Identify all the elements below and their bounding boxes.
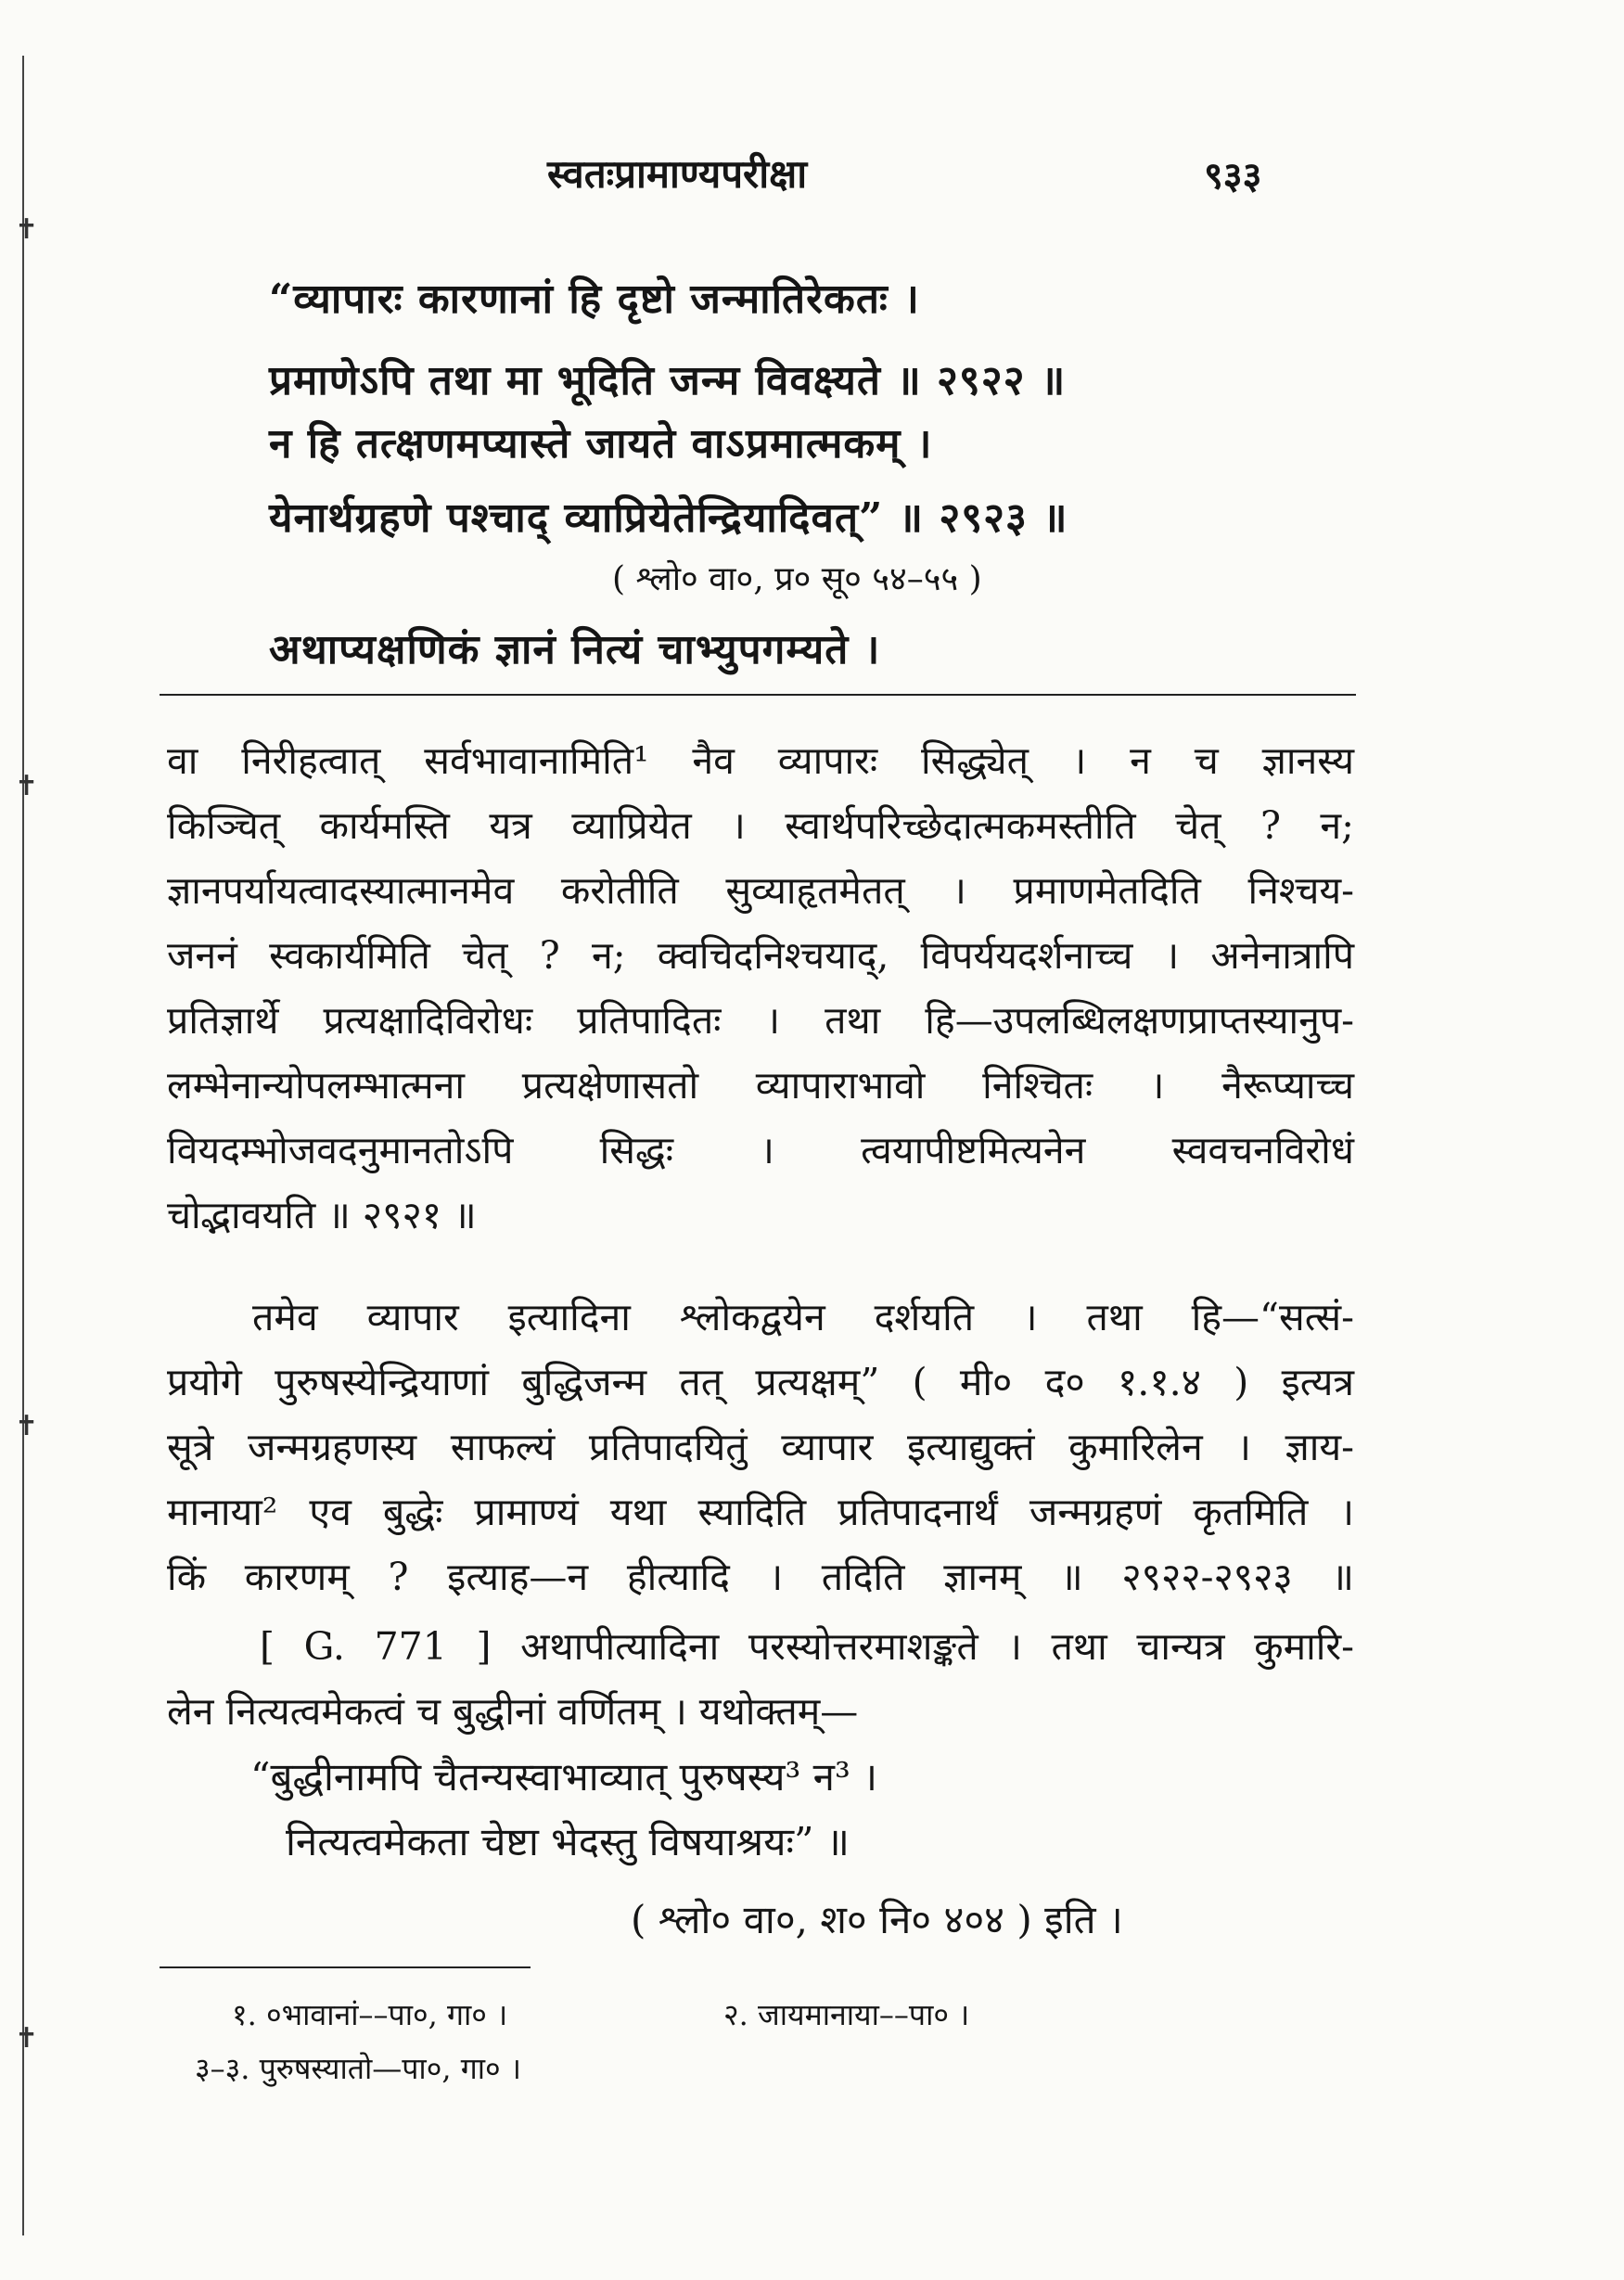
footnote-2: २. जायमानाया––पा० । — [723, 1997, 970, 2032]
verse-line-3: न हि तत्क्षणमप्यास्ते जायते वाऽप्रमात्मकम् । — [269, 420, 933, 468]
margin-mark-icon: ✝ — [15, 1410, 39, 1442]
commentary-line: किञ्चित् कार्यमस्ति यत्र व्याप्रियेत । स्वार्थपरिच्छेदात्मकमस्तीति चेत् ? न; — [167, 803, 1354, 848]
verse-line-5: अथाप्यक्षणिकं ज्ञानं नित्यं चाभ्युपगम्यते । — [269, 626, 881, 673]
verse-line-1: “व्यापारः कारणानां हि दृष्टो जन्मातिरेकतः । — [269, 275, 920, 323]
commentary-line: सूत्रे जन्मग्रहणस्य साफल्यं प्रतिपादयितुं व्यापार इत्याद्युक्तं कुमारिलेन । ज्ञाय- — [167, 1425, 1354, 1469]
page-number: ९३३ — [1204, 154, 1262, 198]
margin-mark-icon: ✝ — [15, 770, 39, 802]
commentary-line: किं कारणम् ? इत्याह—न हीत्यादि । तदिति ज्ञानम् ॥ २९२२-२९२३ ॥ — [167, 1555, 1354, 1599]
verse-divider-rule — [160, 694, 1356, 696]
running-header-title: स्वतःप्रामाण्यपरीक्षा — [547, 151, 808, 197]
commentary-line: मानाया² एव बुद्धेः प्रामाण्यं यथा स्यादिति प्रतिपादनार्थं जन्मग्रहणं कृतमिति । — [167, 1490, 1354, 1534]
commentary-line: [ G. 771 ] अथापीत्यादिना परस्योत्तरमाशङ्कते । तथा चान्यत्र कुमारि- — [260, 1624, 1354, 1669]
commentary-line: लेन नित्यत्वमेकत्वं च बुद्धीनां वर्णितम् । यथोक्तम्— — [167, 1689, 859, 1734]
margin-mark-icon: ✝ — [15, 2022, 39, 2055]
verse-line-4: येनार्थग्रहणे पश्चाद् व्याप्रियेतेन्द्रियादिवत्” ॥ २९२३ ॥ — [269, 494, 1068, 542]
commentary-line: चोद्भावयति ॥ २९२१ ॥ — [167, 1193, 477, 1237]
margin-mark-icon: ✝ — [15, 213, 39, 246]
quote-reference: ( श्लो० वा०, श० नि० ४०४ ) इति । — [631, 1897, 1123, 1942]
footnote-3: ३–३. पुरुषस्यातो—पा०, गा० । — [195, 2051, 521, 2086]
verse-line-2: प्रमाणेऽपि तथा मा भूदिति जन्म विवक्ष्यते ॥ २९२२ ॥ — [269, 357, 1067, 404]
commentary-line: प्रयोगे पुरुषस्येन्द्रियाणां बुद्धिजन्म तत् प्रत्यक्षम्” ( मी० द० १.१.४ ) इत्यत्र — [167, 1360, 1354, 1404]
quote-line-1: “बुद्धीनामपि चैतन्यस्वाभाव्यात् पुरुषस्य³ न³ । — [250, 1754, 878, 1800]
commentary-line: प्रतिज्ञार्थे प्रत्यक्षादिविरोधः प्रतिपादितः । तथा हि—उपलब्धिलक्षणप्राप्तस्यानुप- — [167, 998, 1354, 1043]
commentary-line: वियदम्भोजवदनुमानतोऽपि सिद्धः । त्वयापीष्टमित्यनेन स्ववचनविरोधं — [167, 1128, 1354, 1172]
left-margin-line — [22, 56, 24, 2235]
quote-line-2: नित्यत्वमेकता चेष्टा भेदस्तु विषयाश्रयः” ॥ — [286, 1819, 850, 1864]
footnote-divider-rule — [160, 1966, 531, 1968]
verse-reference: ( श्लो० वा०, प्र० सू० ५४–५५ ) — [612, 560, 982, 598]
commentary-line: तमेव व्यापार इत्यादिना श्लोकद्वयेन दर्शयति । तथा हि—“सत्सं- — [252, 1295, 1354, 1339]
commentary-line: ज्ञानपर्यायत्वादस्यात्मानमेव करोतीति सुव्याहृतमेतत् । प्रमाणमेतदिति निश्चय- — [167, 868, 1354, 913]
commentary-line: लम्भेनान्योपलम्भात्मना प्रत्यक्षेणासतो व्यापाराभावो निश्चितः । नैरूप्याच्च — [167, 1063, 1354, 1108]
commentary-line: जननं स्वकार्यमिति चेत् ? न; क्वचिदनिश्चयाद्, विपर्ययदर्शनाच्च । अनेनात्रापि — [167, 933, 1354, 978]
commentary-line: वा निरीहत्वात् सर्वभावानामिति¹ नैव व्यापारः सिद्ध्येत् । न च ज्ञानस्य — [167, 738, 1354, 783]
footnote-1: १. ०भावानां––पा०, गा० । — [232, 1997, 508, 2032]
